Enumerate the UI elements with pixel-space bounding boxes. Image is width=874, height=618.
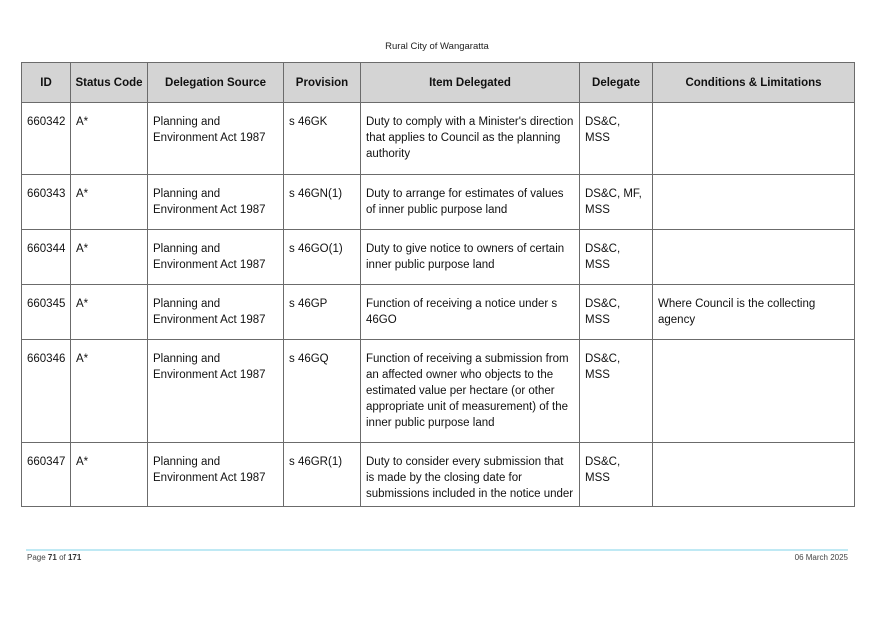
page-total: 171 bbox=[67, 553, 82, 562]
table-row bbox=[22, 443, 855, 507]
cell-delegate: DS&C, MSS bbox=[580, 443, 653, 507]
cell-conditions bbox=[653, 340, 855, 443]
cell-delegate: DS&C, MSS bbox=[580, 230, 653, 285]
cell-delegation-source: Planning and Environment Act 1987 bbox=[148, 230, 284, 285]
table-row bbox=[22, 103, 855, 175]
cell-item-delegated: Duty to comply with a Minister's direction that applies to Council as the planning authority bbox=[361, 103, 580, 175]
cell-status-code: A* bbox=[71, 103, 148, 175]
column-header-id: ID bbox=[22, 63, 71, 103]
column-header-item-delegated: Item Delegated bbox=[361, 63, 580, 103]
cell-delegation-source: Planning and Environment Act 1987 bbox=[148, 340, 284, 443]
page-number bbox=[27, 553, 81, 562]
cell-id: 660344 bbox=[22, 230, 71, 285]
cell-delegate: DS&C, MSS bbox=[580, 340, 653, 443]
cell-conditions: Where Council is the collecting agency bbox=[653, 285, 855, 340]
cell-delegation-source: Planning and Environment Act 1987 bbox=[148, 443, 284, 507]
page-word: Page bbox=[27, 553, 46, 562]
cell-conditions bbox=[653, 230, 855, 285]
cell-delegate: DS&C, MF, MSS bbox=[580, 175, 653, 230]
table-row bbox=[22, 175, 855, 230]
footer-date: 06 March 2025 bbox=[794, 553, 848, 562]
cell-status-code: A* bbox=[71, 285, 148, 340]
cell-provision: s 46GN(1) bbox=[284, 175, 361, 230]
cell-status-code: A* bbox=[71, 443, 148, 507]
cell-conditions bbox=[653, 443, 855, 507]
table-header-row bbox=[22, 63, 855, 103]
cell-delegate: DS&C, MSS bbox=[580, 285, 653, 340]
cell-provision: s 46GQ bbox=[284, 340, 361, 443]
page-of: of bbox=[59, 553, 66, 562]
cell-delegation-source: Planning and Environment Act 1987 bbox=[148, 103, 284, 175]
page-current: 71 bbox=[47, 553, 57, 562]
column-header-provision: Provision bbox=[284, 63, 361, 103]
cell-item-delegated: Function of receiving a submission from an affected owner who objects to the estimated value per hectare (or other appropriate unit of measurement) of the inner public purpose land bbox=[361, 340, 580, 443]
cell-id: 660343 bbox=[22, 175, 71, 230]
cell-provision: s 46GO(1) bbox=[284, 230, 361, 285]
cell-id: 660345 bbox=[22, 285, 71, 340]
delegations-table bbox=[21, 62, 855, 507]
footer-divider bbox=[26, 549, 848, 551]
cell-id: 660342 bbox=[22, 103, 71, 175]
cell-status-code: A* bbox=[71, 340, 148, 443]
cell-conditions bbox=[653, 175, 855, 230]
cell-provision: s 46GR(1) bbox=[284, 443, 361, 507]
cell-item-delegated: Duty to consider every submission that is made by the closing date for submissions included in the notice under bbox=[361, 443, 580, 507]
cell-provision: s 46GP bbox=[284, 285, 361, 340]
table-row bbox=[22, 340, 855, 443]
column-header-delegate: Delegate bbox=[580, 63, 653, 103]
column-header-conditions: Conditions & Limitations bbox=[653, 63, 855, 103]
cell-item-delegated: Duty to give notice to owners of certain inner public purpose land bbox=[361, 230, 580, 285]
cell-id: 660347 bbox=[22, 443, 71, 507]
cell-delegate: DS&C, MSS bbox=[580, 103, 653, 175]
cell-provision: s 46GK bbox=[284, 103, 361, 175]
cell-id: 660346 bbox=[22, 340, 71, 443]
cell-status-code: A* bbox=[71, 175, 148, 230]
column-header-delegation-source: Delegation Source bbox=[148, 63, 284, 103]
cell-item-delegated: Function of receiving a notice under s 46GO bbox=[361, 285, 580, 340]
cell-status-code: A* bbox=[71, 230, 148, 285]
table-row bbox=[22, 285, 855, 340]
document-header-title: Rural City of Wangaratta bbox=[385, 41, 489, 52]
table-row bbox=[22, 230, 855, 285]
cell-item-delegated: Duty to arrange for estimates of values of inner public purpose land bbox=[361, 175, 580, 230]
cell-delegation-source: Planning and Environment Act 1987 bbox=[148, 285, 284, 340]
cell-delegation-source: Planning and Environment Act 1987 bbox=[148, 175, 284, 230]
column-header-status-code: Status Code bbox=[71, 63, 148, 103]
cell-conditions bbox=[653, 103, 855, 175]
